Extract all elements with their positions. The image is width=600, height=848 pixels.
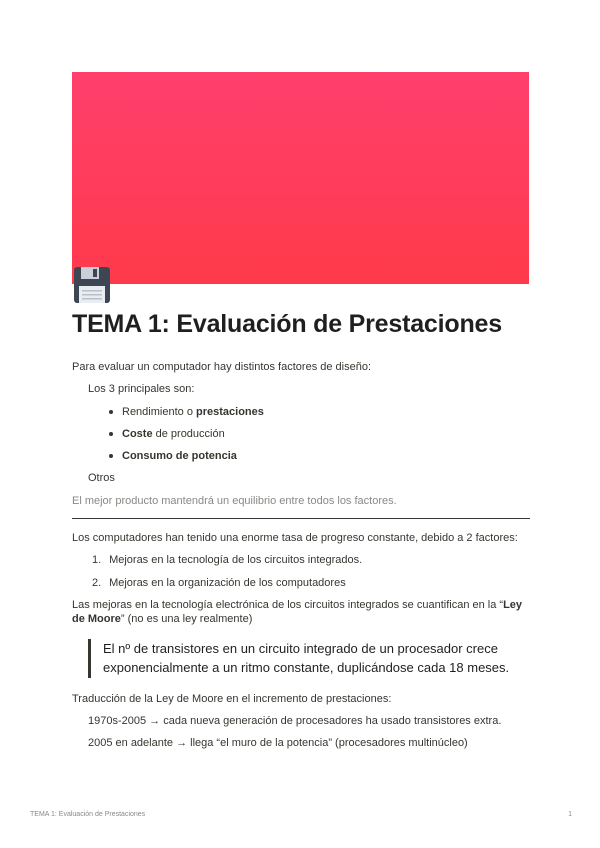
list-item: Consumo de potencia	[106, 449, 530, 463]
intro-text: Para evaluar un computador hay distintos factores de diseño:	[72, 361, 372, 373]
page-title: TEMA 1: Evaluación de Prestaciones	[72, 310, 502, 338]
traduccion-text: Traducción de la Ley de Moore en el incremento de prestaciones:	[72, 692, 392, 705]
moore-text: Las mejoras en la tecnología electrónica de los circuitos integrados se cuantifican en la “Ley de Moore” (no es una ley realmente)	[72, 598, 523, 626]
page-number: 1	[568, 811, 572, 818]
list-item: 2. Mejoras en la organización de los computadores	[92, 576, 346, 589]
progreso-text: Los computadores han tenido una enorme tasa de progreso constante, debido a 2 factores:	[72, 532, 518, 545]
page-footer	[30, 811, 572, 818]
floppy-disk-icon	[72, 265, 112, 305]
list-item: Coste de producción	[106, 427, 530, 441]
line-2005: 2005 en adelante → llega “el muro de la potencia” (procesadores multinúcleo)	[88, 737, 468, 750]
equilibrio-text: El mejor producto mantendrá un equilibrio entre todos los factores.	[72, 494, 397, 507]
footer-title: TEMA 1: Evaluación de Prestaciones	[30, 811, 146, 818]
page-content	[72, 360, 530, 758]
factors-numbered-list	[72, 553, 530, 590]
otros-text: Otros	[88, 472, 115, 485]
line-1970: 1970s-2005 → cada nueva generación de procesadores ha usado transistores extra.	[88, 714, 502, 727]
list-item: Rendimiento o prestaciones	[106, 405, 530, 419]
list-item: 1. Mejoras en la tecnología de los circuitos integrados.	[92, 554, 363, 567]
moore-quote: El nº de transistores en un circuito integrado de un procesador crece exponencialmente a un ritmo constante, duplicándose cada 18 meses.	[88, 639, 530, 678]
divider	[72, 518, 530, 519]
principales-label: Los 3 principales son:	[88, 383, 195, 396]
cover-image	[72, 72, 529, 284]
factors-list	[72, 405, 530, 464]
